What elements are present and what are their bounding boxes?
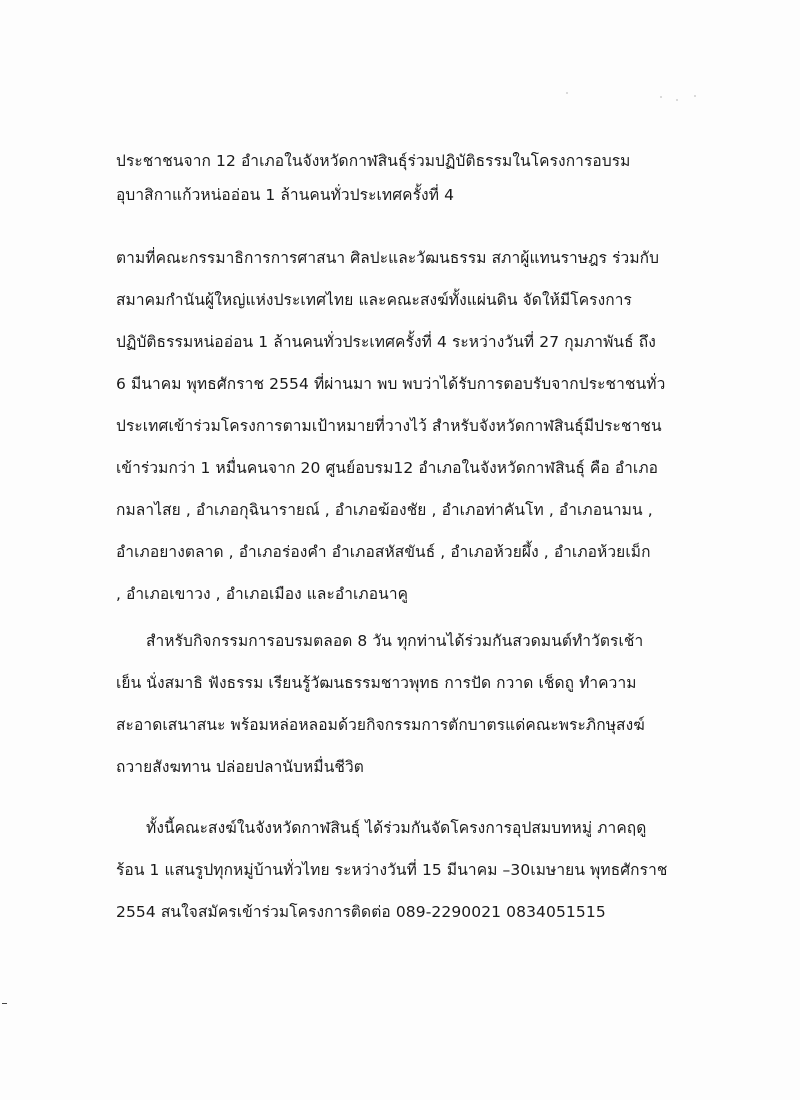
scan-dust-mark: [676, 99, 678, 101]
paragraph-line: ปฏิบัติธรรมหน่ออ่อน 1 ล้านคนทั่วประเทศครั้งที่ 4 ระหว่างวันที่ 27 กุมภาพันธ์ ถึง: [116, 333, 656, 351]
paragraph-line: ประเทศเข้าร่วมโครงการตามเป้าหมายที่วางไว้ สำหรับจังหวัดกาฬสินธุ์มีประชาชน: [116, 417, 662, 435]
paragraph-line: 6 มีนาคม พุทธศักราช 2554 ที่ผ่านมา พบ พบว่าได้รับการตอบรับจากประชาชนทั่ว: [116, 375, 666, 393]
paragraph-line: ถวายสังฆทาน ปล่อยปลานับหมื่นชีวิต: [116, 758, 364, 776]
scan-edge-mark: [2, 1003, 7, 1004]
paragraph-line: สะอาดเสนาสนะ พร้อมหล่อหลอมด้วยกิจกรรมการตักบาตรแด่คณะพระภิกษุสงฆ์: [116, 716, 645, 734]
scan-dust-mark: [660, 96, 662, 98]
paragraph-line: 2554 สนใจสมัครเข้าร่วมโครงการติดต่อ 089-2290021 0834051515: [116, 903, 606, 921]
title-line: ประชาชนจาก 12 อำเภอในจังหวัดกาฬสินธุ์ร่วมปฏิบัติธรรมในโครงการอบรม: [116, 152, 631, 170]
paragraph-line: สำหรับกิจกรรมการอบรมตลอด 8 วัน ทุกท่านได้ร่วมกันสวดมนต์ทำวัตรเช้า: [146, 632, 644, 650]
title-line: อุบาสิกาแก้วหน่ออ่อน 1 ล้านคนทั่วประเทศครั้งที่ 4: [116, 186, 455, 204]
paragraph-line: ทั้งนี้คณะสงฆ์ในจังหวัดกาฬสินธุ์ ได้ร่วมกันจัดโครงการอุปสมบทหมู่ ภาคฤดู: [146, 819, 647, 837]
paragraph-line: เข้าร่วมกว่า 1 หมื่นคนจาก 20 ศูนย์อบรม12 อำเภอในจังหวัดกาฬสินธุ์ คือ อำเภอ: [116, 459, 659, 477]
scan-dust-mark: [566, 92, 568, 94]
paragraph-line: อำเภอยางตลาด , อำเภอร่องคำ อำเภอสหัสขันธ์ , อำเภอห้วยผึ้ง , อำเภอห้วยเม็ก: [116, 543, 651, 561]
scan-dust-mark: [694, 95, 696, 97]
paragraph-line: กมลาไสย , อำเภอกุฉินารายณ์ , อำเภอฆ้องชัย , อำเภอท่าคันโท , อำเภอนามน ,: [116, 501, 653, 519]
paragraph-line: , อำเภอเขาวง , อำเภอเมือง และอำเภอนาคู: [116, 585, 409, 603]
paragraph-line: ร้อน 1 แสนรูปทุกหมู่บ้านทั่วไทย ระหว่างวันที่ 15 มีนาคม –30เมษายน พุทธศักราช: [116, 861, 668, 879]
paragraph-line: เย็น นั่งสมาธิ ฟังธรรม เรียนรู้วัฒนธรรมชาวพุทธ การปัด กวาด เช็ดถู ทำความ: [116, 674, 637, 692]
paragraph-line: สมาคมกำนันผู้ใหญ่แห่งประเทศไทย และคณะสงฆ์ทั้งแผ่นดิน จัดให้มีโครงการ: [116, 291, 632, 309]
paragraph-line: ตามที่คณะกรรมาธิการการศาสนา ศิลปะและวัฒนธรรม สภาผู้แทนราษฎร ร่วมกับ: [116, 249, 660, 267]
